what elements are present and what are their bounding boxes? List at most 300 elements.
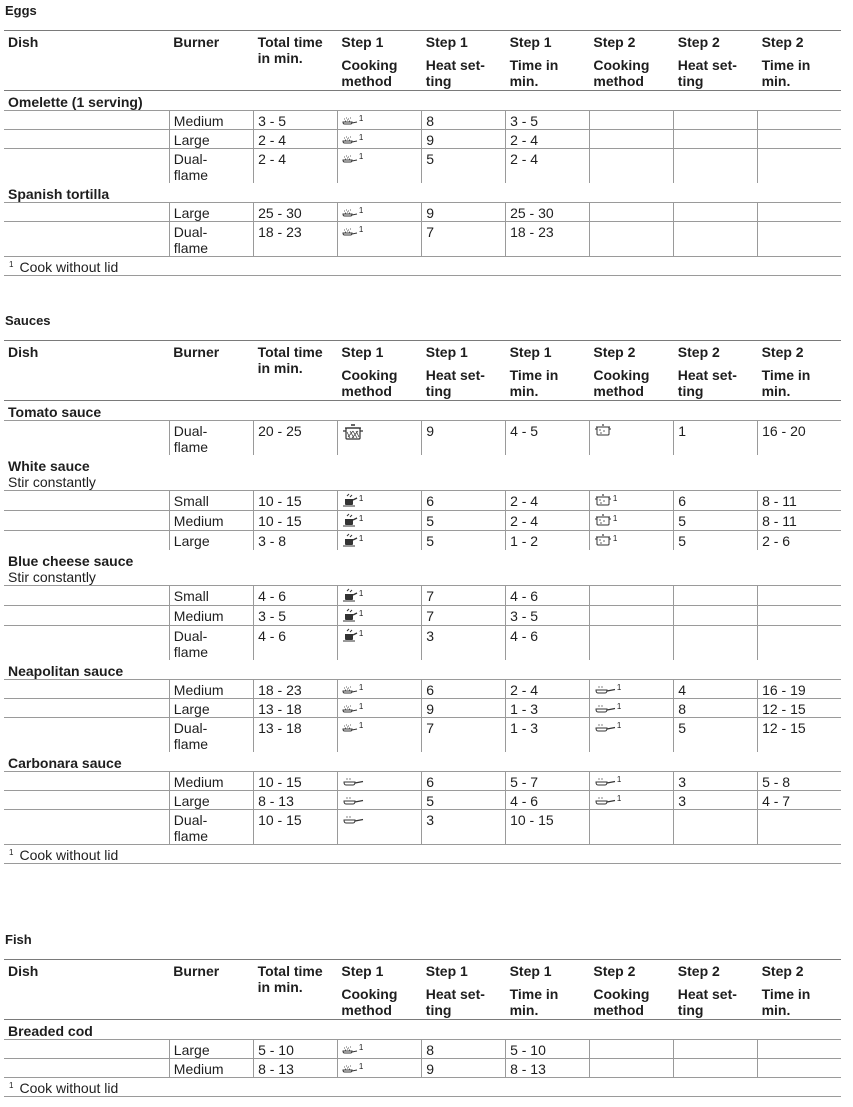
- dish-note: Stir constantly: [8, 474, 96, 490]
- dish-name: [4, 1020, 841, 1040]
- table-row: [4, 111, 841, 130]
- cell-step1-time: 1 - 3: [506, 718, 590, 753]
- table-row: [4, 491, 841, 511]
- pan-icon: [594, 774, 616, 790]
- header-step1-time: [506, 341, 590, 401]
- header-step1-time-line: Step 1: [509, 963, 552, 979]
- header-step2-heat-line: ting: [677, 1002, 704, 1018]
- header-step2-method-line: Cooking: [593, 986, 650, 1002]
- pan-lid-icon: [342, 205, 358, 221]
- footnote: [4, 257, 841, 276]
- burner-line: Dual-: [173, 628, 208, 644]
- cell-step1-heat: 6: [422, 491, 506, 511]
- table-row: [4, 791, 841, 810]
- cell-step1-heat: 5: [422, 511, 506, 531]
- dish-note: Stir constantly: [8, 569, 96, 585]
- cell-step2-time: 2 - 6: [758, 531, 841, 551]
- cell-step1-method: [337, 421, 421, 456]
- cell-burner: Medium: [169, 772, 253, 791]
- cell-step2-method: [589, 791, 673, 810]
- cell-total-time: 8 - 13: [254, 1059, 338, 1078]
- cell-step1-time: 4 - 5: [506, 421, 590, 456]
- saucepan-icon: [342, 588, 358, 605]
- header-step1-heat-line: [426, 360, 506, 367]
- saucepan-icon: [342, 608, 358, 625]
- header-step2-heat-line: [678, 50, 758, 57]
- cell-step1-method: [337, 1059, 421, 1078]
- header-step2-time-line: Time in: [761, 57, 811, 73]
- cell-step1-time: 2 - 4: [506, 680, 590, 699]
- pot-icon: [594, 533, 612, 550]
- footnote-text: Cook without lid: [19, 259, 119, 275]
- header-total-time-line: in min.: [257, 360, 303, 376]
- footnote-ref: 1: [358, 152, 364, 161]
- header-burner: [169, 960, 253, 1020]
- pan-lid-icon: [342, 224, 358, 240]
- header-burner-line: Burner: [173, 963, 220, 979]
- header-burner: [169, 341, 253, 401]
- cell-step1-heat: 7: [422, 718, 506, 753]
- section-title: Sauces: [5, 313, 51, 328]
- footnote-ref: 1: [358, 206, 364, 215]
- header-step2-heat-line: Heat set-: [677, 57, 737, 73]
- footnote-ref: 1: [358, 702, 364, 711]
- header-step1-heat: [422, 341, 506, 401]
- cell-total-time: 8 - 13: [254, 791, 338, 810]
- header-step1-time-line: Step 1: [509, 34, 552, 50]
- cell-step2-heat: 5: [674, 531, 758, 551]
- pan-icon: [594, 720, 616, 736]
- cooking-table: [4, 340, 841, 864]
- cell-step1-time: 2 - 4: [506, 491, 590, 511]
- pan-lid-icon: [342, 720, 358, 736]
- pan-icon: [594, 793, 616, 809]
- cell-total-time: 3 - 8: [254, 531, 338, 551]
- dish-row: [4, 752, 841, 772]
- header-step1-method-line: Step 1: [341, 963, 384, 979]
- cell-step1-heat: 5: [422, 791, 506, 810]
- table-row: [4, 203, 841, 222]
- dish-title: Blue cheese sauce: [8, 553, 134, 569]
- cell-burner: Large: [169, 791, 253, 810]
- cell-total-time: 10 - 15: [254, 491, 338, 511]
- cell-step1-heat: 3: [422, 810, 506, 845]
- dish-title: Spanish tortilla: [8, 186, 110, 202]
- burner-line: flame: [173, 736, 209, 752]
- cell-dish: [4, 718, 169, 753]
- cell-step2-heat: 5: [674, 718, 758, 753]
- header-step1-time-line: Time in: [509, 986, 559, 1002]
- cell-step1-method: [337, 626, 421, 661]
- cell-step1-time: 3 - 5: [506, 111, 590, 130]
- cell-step1-heat: 9: [422, 130, 506, 149]
- cell-step1-method: [337, 203, 421, 222]
- cell-step1-heat: 6: [422, 772, 506, 791]
- header-step1-heat-line: ting: [425, 383, 452, 399]
- header-step2-method-line: Cooking: [593, 367, 650, 383]
- pot-icon: [594, 423, 612, 440]
- footnote-ref: 1: [358, 114, 364, 123]
- dish-row: [4, 660, 841, 680]
- cell-burner: [169, 222, 253, 257]
- footnote-ref: 1: [358, 514, 364, 523]
- cell-total-time: 5 - 10: [254, 1040, 338, 1059]
- cell-burner: Large: [169, 1040, 253, 1059]
- cell-step2-heat: [674, 1059, 758, 1078]
- cell-step1-time: 3 - 5: [506, 606, 590, 626]
- table-row: [4, 699, 841, 718]
- header-step1-heat-line: [426, 50, 506, 57]
- cell-total-time: 25 - 30: [254, 203, 338, 222]
- cell-step1-heat: 6: [422, 680, 506, 699]
- cell-step1-heat: 5: [422, 149, 506, 184]
- burner-line: flame: [173, 167, 209, 183]
- cell-step1-time: 10 - 15: [506, 810, 590, 845]
- dish-title: Tomato sauce: [8, 404, 102, 420]
- cell-step1-heat: 3: [422, 626, 506, 661]
- header-step2-heat-line: Heat set-: [677, 367, 737, 383]
- cell-total-time: 10 - 15: [254, 810, 338, 845]
- cell-step2-time: [758, 810, 841, 845]
- cell-step2-heat: 4: [674, 680, 758, 699]
- footnote-row: [4, 257, 841, 276]
- header-step1-method-line: method: [341, 383, 392, 399]
- footnote-ref: 1: [616, 775, 622, 784]
- cell-step2-heat: [674, 130, 758, 149]
- header-step2-time: [758, 31, 841, 91]
- header-step2-method-line: Step 2: [593, 34, 636, 50]
- cell-step2-method: [589, 586, 673, 606]
- footnote-ref: 1: [616, 794, 622, 803]
- header-step2-method-line: method: [593, 1002, 644, 1018]
- cell-step1-method: [337, 511, 421, 531]
- dish-row: [4, 91, 841, 111]
- cell-burner: Medium: [169, 511, 253, 531]
- cell-dish: [4, 586, 169, 606]
- cell-dish: [4, 791, 169, 810]
- cell-step1-heat: 9: [422, 1059, 506, 1078]
- table-row: [4, 810, 841, 845]
- cell-step1-time: 2 - 4: [506, 149, 590, 184]
- cell-dish: [4, 511, 169, 531]
- footnote: [4, 845, 841, 864]
- header-total-time-line: Total time: [257, 34, 323, 50]
- table-header-row: [4, 960, 841, 1020]
- cell-burner: Small: [169, 586, 253, 606]
- cell-dish: [4, 149, 169, 184]
- pan-icon: [342, 812, 364, 828]
- cell-burner: Large: [169, 203, 253, 222]
- cell-step2-method: [589, 130, 673, 149]
- header-step1-method-line: method: [341, 1002, 392, 1018]
- cell-burner: [169, 626, 253, 661]
- cell-dish: [4, 491, 169, 511]
- cell-step2-time: 4 - 7: [758, 791, 841, 810]
- dish-title: Carbonara sauce: [8, 755, 122, 771]
- cell-step2-heat: [674, 222, 758, 257]
- header-step1-method-line: [341, 360, 421, 367]
- cell-step2-heat: [674, 203, 758, 222]
- pan-icon: [594, 701, 616, 717]
- dish-title: Neapolitan sauce: [8, 663, 124, 679]
- header-step2-heat-line: ting: [677, 73, 704, 89]
- cell-total-time: 4 - 6: [254, 586, 338, 606]
- cell-step2-time: [758, 130, 841, 149]
- cell-dish: [4, 421, 169, 456]
- footnote-row: [4, 1078, 841, 1097]
- cell-step1-time: 4 - 6: [506, 626, 590, 661]
- header-step1-heat: [422, 960, 506, 1020]
- cell-dish: [4, 222, 169, 257]
- burner-line: flame: [173, 240, 209, 256]
- cell-step2-method: [589, 421, 673, 456]
- dish-row: [4, 455, 841, 491]
- burner-line: flame: [173, 644, 209, 660]
- header-total-time-line: in min.: [257, 50, 303, 66]
- header-step2-time-line: min.: [761, 73, 791, 89]
- cell-step2-heat: 3: [674, 791, 758, 810]
- cell-step2-time: [758, 203, 841, 222]
- header-step2-time-line: Step 2: [761, 344, 804, 360]
- header-step1-time-line: Time in: [509, 57, 559, 73]
- cell-step1-method: [337, 606, 421, 626]
- header-step1-heat-line: Heat set-: [425, 367, 485, 383]
- header-dish-line: Dish: [8, 344, 39, 360]
- header-step2-time-line: Step 2: [761, 963, 804, 979]
- saucepan-icon: [342, 493, 358, 510]
- cell-step2-heat: [674, 586, 758, 606]
- cell-burner: [169, 810, 253, 845]
- cell-step2-heat: [674, 626, 758, 661]
- cell-step2-time: [758, 111, 841, 130]
- table-row: [4, 1040, 841, 1059]
- cell-step2-method: [589, 511, 673, 531]
- cell-step2-time: 12 - 15: [758, 718, 841, 753]
- footnote-ref: 1: [612, 534, 618, 543]
- header-step1-method-line: Step 1: [341, 344, 384, 360]
- table-header-row: [4, 31, 841, 91]
- burner-line: Dual-: [173, 423, 208, 439]
- cell-step1-time: 1 - 3: [506, 699, 590, 718]
- cell-total-time: 3 - 5: [254, 606, 338, 626]
- cell-step2-time: [758, 606, 841, 626]
- cell-dish: [4, 606, 169, 626]
- cell-step2-heat: 5: [674, 511, 758, 531]
- header-step1-method: [337, 31, 421, 91]
- cell-step1-time: 25 - 30: [506, 203, 590, 222]
- cell-burner: Large: [169, 531, 253, 551]
- cell-dish: [4, 1059, 169, 1078]
- cell-burner: Medium: [169, 606, 253, 626]
- footnote-ref: 1: [358, 494, 364, 503]
- cell-dish: [4, 772, 169, 791]
- cell-dish: [4, 130, 169, 149]
- table-row: [4, 772, 841, 791]
- cell-step2-method: [589, 772, 673, 791]
- cell-step2-time: 5 - 8: [758, 772, 841, 791]
- cell-dish: [4, 699, 169, 718]
- cell-step2-time: 12 - 15: [758, 699, 841, 718]
- cell-step1-method: [337, 111, 421, 130]
- cell-step1-time: 4 - 6: [506, 586, 590, 606]
- cell-step1-heat: 8: [422, 111, 506, 130]
- header-step2-time-line: Step 2: [761, 34, 804, 50]
- pan-lid-icon: [342, 132, 358, 148]
- pan-lid-icon: [342, 701, 358, 717]
- cell-step2-heat: [674, 606, 758, 626]
- footnote-row: [4, 845, 841, 864]
- pan-icon: [594, 682, 616, 698]
- cell-dish: [4, 531, 169, 551]
- cell-step1-time: 2 - 4: [506, 511, 590, 531]
- header-step1-heat-line: Step 1: [425, 963, 468, 979]
- cooking-table: [4, 959, 841, 1097]
- header-step1-time: [506, 31, 590, 91]
- header-step2-heat-line: [678, 979, 758, 986]
- footnote-ref: 1: [612, 494, 618, 503]
- footnote-ref: 1: [358, 721, 364, 730]
- table-header-row: [4, 341, 841, 401]
- cell-step2-time: [758, 586, 841, 606]
- cell-step1-method: [337, 130, 421, 149]
- header-step1-time: [506, 960, 590, 1020]
- footnote-ref: 1: [358, 133, 364, 142]
- header-step1-heat-line: ting: [425, 73, 452, 89]
- burner-line: flame: [173, 828, 209, 844]
- dish-name: [4, 660, 841, 680]
- cell-step2-time: 16 - 20: [758, 421, 841, 456]
- header-step1-method-line: Cooking: [341, 986, 398, 1002]
- footnote-mark: 1: [9, 1081, 14, 1090]
- pan-lid-icon: [342, 151, 358, 167]
- header-step1-heat-line: Step 1: [425, 344, 468, 360]
- pan-icon: [342, 793, 364, 809]
- saucepan-icon: [342, 628, 358, 645]
- cell-step1-heat: 9: [422, 421, 506, 456]
- header-step2-time: [758, 341, 841, 401]
- pot-striped-icon: [342, 423, 364, 444]
- cell-step2-method: [589, 531, 673, 551]
- header-step2-heat-line: Step 2: [677, 963, 720, 979]
- header-step1-method-line: Cooking: [341, 367, 398, 383]
- dish-name: [4, 91, 841, 111]
- header-step2-heat: [674, 341, 758, 401]
- cell-burner: Small: [169, 491, 253, 511]
- cell-step1-method: [337, 810, 421, 845]
- cell-total-time: 2 - 4: [254, 130, 338, 149]
- footnote-ref: 1: [616, 702, 622, 711]
- header-step2-method-line: Step 2: [593, 963, 636, 979]
- cell-total-time: 13 - 18: [254, 699, 338, 718]
- cell-dish: [4, 810, 169, 845]
- cell-step1-method: [337, 680, 421, 699]
- footnote-ref: 1: [358, 609, 364, 618]
- header-step2-time-line: min.: [761, 1002, 791, 1018]
- cell-step1-method: [337, 531, 421, 551]
- header-step2-time-line: Time in: [761, 986, 811, 1002]
- cell-step1-heat: 7: [422, 222, 506, 257]
- cell-step1-method: [337, 699, 421, 718]
- cell-total-time: 2 - 4: [254, 149, 338, 184]
- cell-step1-method: [337, 718, 421, 753]
- burner-line: flame: [173, 439, 209, 455]
- table-row: [4, 626, 841, 661]
- footnote-ref: 1: [358, 589, 364, 598]
- cell-step2-method: [589, 680, 673, 699]
- header-step2-heat: [674, 960, 758, 1020]
- cell-step2-time: [758, 222, 841, 257]
- cell-step1-method: [337, 791, 421, 810]
- cell-step1-method: [337, 491, 421, 511]
- cell-step2-time: 8 - 11: [758, 491, 841, 511]
- header-step1-method-line: [341, 979, 421, 986]
- cell-step1-heat: 7: [422, 606, 506, 626]
- header-step1-heat-line: Heat set-: [425, 986, 485, 1002]
- header-step1-time-line: [510, 360, 590, 367]
- dish-title: Breaded cod: [8, 1023, 93, 1039]
- cell-step2-heat: 3: [674, 772, 758, 791]
- table-row: [4, 1059, 841, 1078]
- saucepan-icon: [342, 533, 358, 550]
- dish-name: [4, 550, 841, 586]
- cell-total-time: 18 - 23: [254, 222, 338, 257]
- header-total-time-line: Total time: [257, 963, 323, 979]
- header-step2-time-line: min.: [761, 383, 791, 399]
- header-step2-method: [589, 341, 673, 401]
- cell-dish: [4, 1040, 169, 1059]
- pan-lid-icon: [342, 113, 358, 129]
- cell-step1-time: 8 - 13: [506, 1059, 590, 1078]
- footnote-mark: 1: [9, 260, 14, 269]
- header-step1-heat-line: [426, 979, 506, 986]
- cell-step2-heat: [674, 810, 758, 845]
- pan-icon: [342, 774, 364, 790]
- header-step1-heat-line: Step 1: [425, 34, 468, 50]
- pan-lid-icon: [342, 1042, 358, 1058]
- cell-step1-time: 4 - 6: [506, 791, 590, 810]
- burner-line: Dual-: [173, 151, 208, 167]
- header-step2-method-line: method: [593, 383, 644, 399]
- dish-row: [4, 1020, 841, 1040]
- dish-name: [4, 183, 841, 203]
- cell-step2-method: [589, 149, 673, 184]
- footnote-ref: 1: [616, 683, 622, 692]
- table-row: [4, 680, 841, 699]
- header-dish: [4, 341, 169, 401]
- header-step1-method-line: Cooking: [341, 57, 398, 73]
- header-step1-time-line: [510, 50, 590, 57]
- cell-step2-method: [589, 203, 673, 222]
- header-step1-time-line: Step 1: [509, 344, 552, 360]
- header-step2-time-line: [762, 50, 841, 57]
- cell-burner: Medium: [169, 680, 253, 699]
- footnote-ref: 1: [358, 629, 364, 638]
- header-dish: [4, 31, 169, 91]
- dish-name: [4, 401, 841, 421]
- cell-step2-method: [589, 1040, 673, 1059]
- cell-step1-time: 5 - 7: [506, 772, 590, 791]
- dish-row: [4, 401, 841, 421]
- cell-total-time: 20 - 25: [254, 421, 338, 456]
- table-row: [4, 531, 841, 551]
- footnote-text: Cook without lid: [19, 847, 119, 863]
- dish-name: [4, 752, 841, 772]
- cell-step1-method: [337, 1040, 421, 1059]
- header-step2-heat-line: ting: [677, 383, 704, 399]
- header-step2-method-line: [593, 979, 673, 986]
- cell-step2-method: [589, 222, 673, 257]
- cell-step1-time: 2 - 4: [506, 130, 590, 149]
